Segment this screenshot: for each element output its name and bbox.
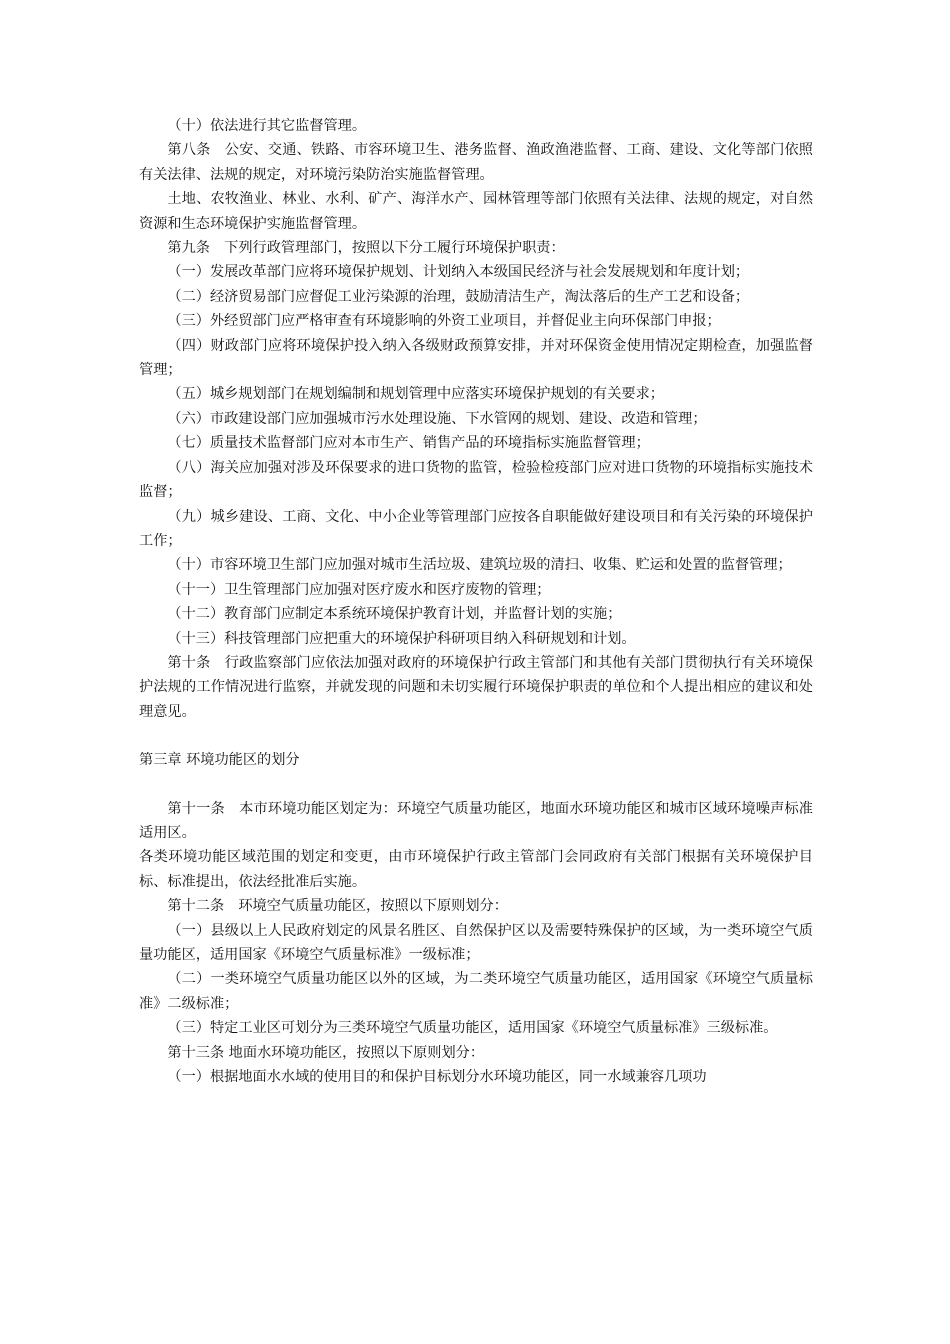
paragraph-article-9-item-4: （四）财政部门应将环境保护投入纳入各级财政预算安排，并对环保资金使用情况定期检查，加强监督管理；: [139, 337, 813, 379]
paragraph-article-9-item-1: （一）发展改革部门应将环境保护规划、计划纳入本级国民经济与社会发展规划和年度计划；: [167, 264, 750, 281]
paragraph-article-9: 第九条 下列行政管理部门，按照以下分工履行环境保护职责：: [167, 240, 565, 257]
chapter-3-heading: 第三章 环境功能区的划分: [139, 752, 300, 769]
paragraph-article-9-item-5: （五）城乡规划部门在规划编制和规划管理中应落实环境保护规划的有关要求；: [167, 386, 664, 403]
paragraph-article-9-item-10: （十）市容环境卫生部门应加强对城市生活垃圾、建筑垃圾的清扫、收集、贮运和处置的监督管理；: [167, 557, 792, 574]
paragraph-10-other-supervision: （十）依法进行其它监督管理。: [167, 118, 367, 134]
paragraph-article-13: 第十三条 地面水环境功能区，按照以下原则划分：: [167, 1044, 485, 1061]
paragraph-article-9-item-8: （八）海关应加强对涉及环保要求的进口货物的监管，检验检疫部门应对进口货物的环境指标实施技术监督；: [139, 459, 813, 501]
paragraph-article-9-item-9: （九）城乡建设、工商、文化、中小企业等管理部门应按各自职能做好建设项目和有关污染的环境保护工作；: [139, 508, 813, 549]
paragraph-article-8: 第八条 公安、交通、铁路、市容环境卫生、港务监督、渔政渔港监督、工商、建设、文化等部门依照有关法律、法规的规定，对环境污染防治实施监督管理。: [139, 142, 813, 183]
document-page: [139, 114, 813, 1089]
paragraph-article-9-item-3: （三）外经贸部门应严格审查有环境影响的外资工业项目，并督促业主向环保部门申报；: [167, 313, 721, 330]
paragraph-article-8-land: 土地、农牧渔业、林业、水利、矿产、海洋水产、园林管理等部门依照有关法律、法规的规定，对自然资源和生态环境保护实施监督管理。: [139, 191, 813, 232]
paragraph-article-12-item-2: （二）一类环境空气质量功能区以外的区域，为二类环境空气质量功能区，适用国家《环境空气质量标准》二级标准；: [139, 971, 813, 1012]
paragraph-article-12-item-3: （三）特定工业区可划分为三类环境空气质量功能区，适用国家《环境空气质量标准》三级标准。: [167, 1020, 778, 1037]
paragraph-article-9-item-13: （十三）科技管理部门应把重大的环境保护科研项目纳入科研规划和计划。: [167, 630, 636, 647]
paragraph-article-9-item-7: （七）质量技术监督部门应对本市生产、销售产品的环境指标实施监督管理；: [167, 435, 650, 452]
paragraph-article-11-scope: 各类环境功能区域范围的划定和变更，由市环境保护行政主管部门会同政府有关部门根据有关环境保护目标、标准提出，依法经批准后实施。: [139, 849, 813, 890]
paragraph-article-12-item-1: （一）县级以上人民政府划定的风景名胜区、自然保护区以及需要特殊保护的区域，为一类环境空气质量功能区，适用国家《环境空气质量标准》一级标准；: [139, 922, 813, 963]
paragraph-article-11: 第十一条 本市环境功能区划定为：环境空气质量功能区，地面水环境功能区和城市区域环境噪声标准适用区。: [139, 800, 813, 841]
paragraph-article-9-item-6: （六）市政建设部门应加强城市污水处理设施、下水管网的规划、建设、改造和管理；: [167, 410, 707, 427]
paragraph-article-9-item-12: （十二）教育部门应制定本系统环境保护教育计划，并监督计划的实施；: [167, 606, 622, 623]
paragraph-article-9-item-2: （二）经济贸易部门应督促工业污染源的治理，鼓励清洁生产，淘汰落后的生产工艺和设备；: [167, 288, 750, 305]
paragraph-article-12: 第十二条 环境空气质量功能区，按照以下原则划分：: [167, 898, 508, 915]
paragraph-article-10: 第十条 行政监察部门应依法加强对政府的环境保护行政主管部门和其他有关部门贯彻执行有关环境保护法规的工作情况进行监察，并就发现的问题和未切实履行环境保护职责的单位和个人提出相应的建议和处理意见。: [139, 654, 813, 720]
paragraph-article-13-item-1: （一）根据地面水水域的使用目的和保护目标划分水环境功能区，同一水域兼容几项功: [167, 1069, 707, 1086]
paragraph-article-9-item-11: （十一）卫生管理部门应加强对医疗废水和医疗废物的管理；: [167, 581, 551, 598]
